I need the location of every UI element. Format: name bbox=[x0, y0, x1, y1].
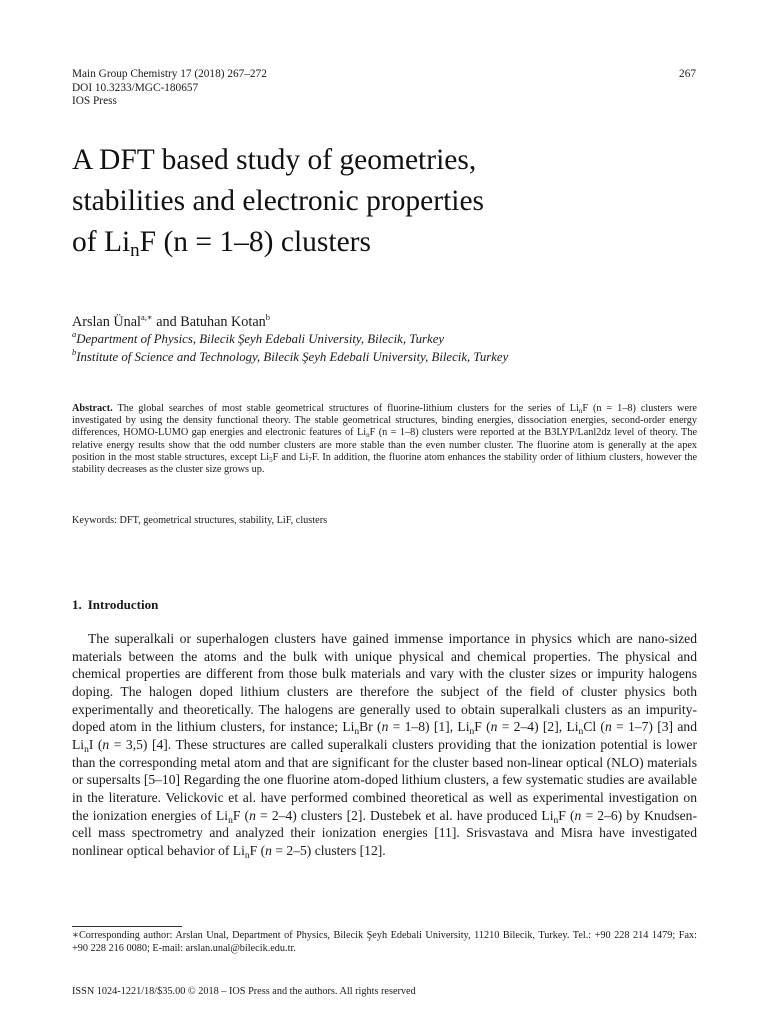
publisher: IOS Press bbox=[72, 95, 117, 108]
abstract: Abstract. The global searches of most stable geometrical structures of fluorine-lithium clusters for the series of $Li_nF$ (n = 1–8) clusters were investigated by using the density functional theory. The stable geometrical structures, binding energies, dissociation energies, second-order energy differences, HOMO-LUMO gap energies and electronic features of $Li_nF$ (n = 1–8) clusters were reported at the B3LYP/Lanl2dz level of theory. The relative energy results show that the odd number clusters are more stable than the even number cluster. The fluorine atom is generally at the apex position in the most stable structures, except $Li_5F$ and $Li_7F$. In addition, the fluorine atom enhances the stability order of lithium clusters, however the stability decreases as the cluster size grows up. bbox=[72, 403, 697, 476]
footnote-divider bbox=[72, 926, 182, 927]
copyright-line: ISSN 1024-1221/18/$35.00 © 2018 – IOS Press and the authors. All rights reserved bbox=[72, 986, 416, 997]
introduction-paragraph: The superalkali or superhalogen clusters have gained immense importance in physics which are nano-sized materials between the atoms and the bulk with unique physical and chemical properties. The physical and chemical properties are different from those bulk materials and vary with the cluster sizes or impurity halogens doping. The halogen doped lithium clusters are therefore the subject of the field of cluster physics both experimentally and theoretically. The halogens are generally used to obtain superalkali clusters as an impurity-doped atom in the lithium clusters, for instance; $Li_nBr$ (n = 1–8) [1], $Li_nF$ (n = 2–4) [2], $Li_nCl$ (n = 1–7) [3] and $Li_nI$ (n = 3,5) [4]. These structures are called superalkali clusters providing that the ionization potential is lower than the corresponding metal atom and that are significant for the cluster based non-linear optical (NLO) materials or supersalts [5–10] Regarding the one fluorine atom-doped lithium clusters, a few systematic studies are available in the literature. Velickovic et al. have performed combined theoretical as well as experimental investigation on the ionization energies of $Li_nF$ (n = 2–4) clusters [2]. Dustebek et al. have produced $Li_nF$ (n = 2–6) by Knudsen-cell mass spectrometry and analyzed their ionization energies [11]. Srisvastava and Misra have investigated nonlinear optical behavior of $Li_nF$ (n = 2–5) clusters [12]. bbox=[72, 631, 697, 861]
journal-header bbox=[72, 68, 522, 109]
keywords: Keywords: DFT, geometrical structures, stability, LiF, clusters bbox=[72, 515, 328, 526]
paper-title bbox=[72, 140, 712, 263]
abstract-label: Abstract. bbox=[72, 403, 113, 414]
page-number: 267 bbox=[679, 68, 696, 80]
author-list: Arslan Ünal$^{a,∗}$ and Batuhan Kotan$^b$ bbox=[72, 312, 270, 330]
doi[interactable]: DOI 10.3233/MGC-180657 bbox=[72, 81, 199, 94]
section-number: 1. bbox=[72, 597, 82, 612]
affiliation-b: $^b$Institute of Science and Technology, Bilecik Şeyh Edebali University, Bilecik, Turkey bbox=[72, 347, 509, 364]
author-name: Arslan Ünal bbox=[72, 314, 141, 330]
title-line-3: of $Li_nF$ (n = 1–8) clusters bbox=[72, 226, 371, 261]
author-affiliation-mark: a,∗ bbox=[140, 312, 153, 322]
author-affiliation-mark: b bbox=[265, 312, 270, 322]
title-line-1: A DFT based study of geometries, bbox=[72, 144, 477, 176]
title-line-2: stabilities and electronic properties bbox=[72, 185, 485, 217]
section-heading bbox=[72, 597, 158, 613]
section-title: Introduction bbox=[87, 597, 159, 612]
author-name: Batuhan Kotan bbox=[180, 314, 266, 330]
journal-citation: Main Group Chemistry 17 (2018) 267–272 bbox=[72, 68, 267, 80]
affiliation-a: $^a$Department of Physics, Bilecik Şeyh Edebali University, Bilecik, Turkey bbox=[72, 329, 445, 346]
corresponding-author-footnote: ∗Corresponding author: Arslan Unal, Department of Physics, Bilecik Şeyh Edebali University, 11210 Bilecik, Turkey. Tel.: +90 228 214 1479; Fax: +90 228 216 0080; E-mail: arslan.unal@bilecik.edu.tr. bbox=[72, 930, 697, 954]
